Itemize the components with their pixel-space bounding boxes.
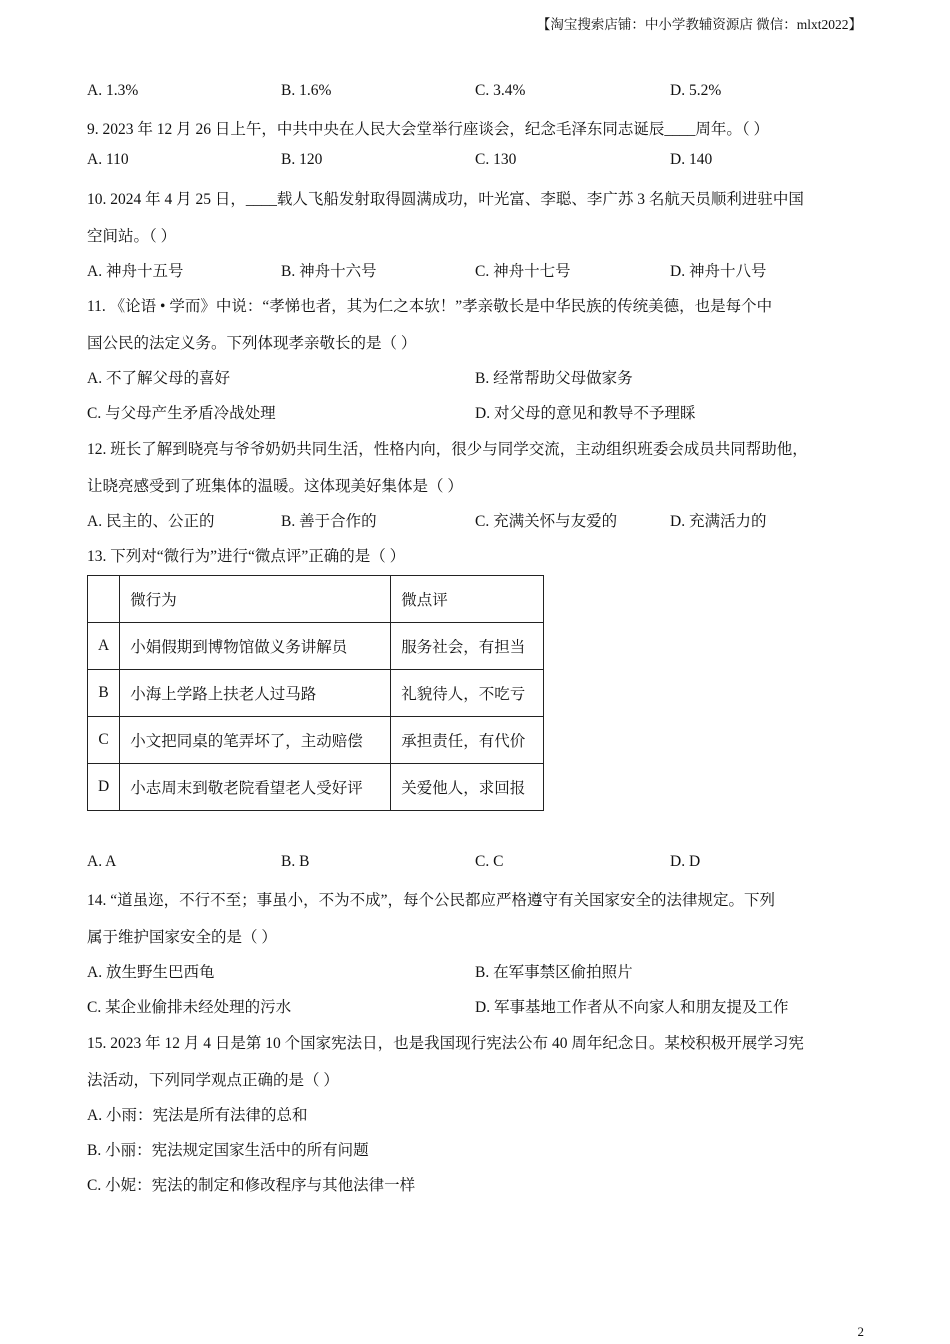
q14-stem-line2: 属于维护国家安全的是（ ） <box>87 929 277 946</box>
q11-stem-line2: 国公民的法定义务。下列体现孝亲敬长的是（ ） <box>87 335 417 352</box>
q12-options <box>87 509 887 529</box>
q13-table <box>87 575 544 811</box>
q12-option-a: A. 民主的、公正的 <box>87 513 215 530</box>
q9-option-a: A. 110 <box>87 151 129 168</box>
table-cell: 小志周末到敬老院看望老人受好评 <box>120 764 391 811</box>
table-row <box>88 717 544 764</box>
q14-options-row2 <box>87 995 887 1015</box>
q14-option-c: C. 某企业偷排未经处理的污水 <box>87 999 292 1016</box>
q14-option-a: A. 放生野生巴西龟 <box>87 964 215 981</box>
q15-option-c: C. 小妮：宪法的制定和修改程序与其他法律一样 <box>87 1177 416 1194</box>
table-header-row <box>88 576 544 623</box>
q15-stem-line1: 15. 2023 年 12 月 4 日是第 10 个国家宪法日，也是我国现行宪法公布 40 周年纪念日。某校积极开展学习宪 <box>87 1035 804 1052</box>
table-cell: 礼貌待人，不吃亏 <box>391 670 544 717</box>
q10-option-c: C. 神舟十七号 <box>475 263 571 280</box>
q12-stem-line2: 让晓亮感受到了班集体的温暖。这体现美好集体是（ ） <box>87 478 463 495</box>
table-cell: C <box>88 717 120 764</box>
q8-options <box>87 82 887 102</box>
q13-option-a: A. A <box>87 853 117 870</box>
q12-option-c: C. 充满关怀与友爱的 <box>475 513 618 530</box>
table-row <box>88 764 544 811</box>
table-cell: 小海上学路上扶老人过马路 <box>120 670 391 717</box>
q12-stem-line1: 12. 班长了解到晓亮与爷爷奶奶共同生活，性格内向，很少与同学交流，主动组织班委会成员共同帮助他， <box>87 441 808 458</box>
q9-stem: 9. 2023 年 12 月 26 日上午，中共中央在人民大会堂举行座谈会，纪念毛泽东同志诞辰____周年。（ ） <box>87 121 770 138</box>
q11-option-a: A. 不了解父母的喜好 <box>87 370 230 387</box>
q11-option-c: C. 与父母产生矛盾冷战处理 <box>87 405 276 422</box>
q15-option-a: A. 小雨：宪法是所有法律的总和 <box>87 1107 308 1124</box>
q9-option-b: B. 120 <box>281 151 323 168</box>
table-cell: A <box>88 623 120 670</box>
q13-stem: 13. 下列对“微行为”进行“微点评”正确的是（ ） <box>87 548 406 565</box>
q8-option-c: C. 3.4% <box>475 82 526 99</box>
q11-option-b: B. 经常帮助父母做家务 <box>475 370 633 387</box>
q11-stem-line1: 11. 《论语 • 学而》中说：“孝悌也者，其为仁之本欤！”孝亲敬长是中华民族的传统美德，也是每个中 <box>87 298 773 315</box>
header-watermark: 【淘宝搜索店铺：中小学教辅资源店 微信：mlxt2022】 <box>536 17 862 32</box>
q11-options-row2 <box>87 401 887 421</box>
q9-options <box>87 151 887 171</box>
q13-options <box>87 853 887 873</box>
q14-option-b: B. 在军事禁区偷拍照片 <box>475 964 633 981</box>
q9-option-c: C. 130 <box>475 151 517 168</box>
q9-option-d: D. 140 <box>670 151 713 168</box>
table-cell: B <box>88 670 120 717</box>
q12-option-b: B. 善于合作的 <box>281 513 377 530</box>
q14-stem-line1: 14. “道虽迩，不行不至；事虽小，不为不成”，每个公民都应严格遵守有关国家安全的法律规定。下列 <box>87 892 776 909</box>
q10-option-d: D. 神舟十八号 <box>670 263 767 280</box>
q8-option-b: B. 1.6% <box>281 82 332 99</box>
q10-options <box>87 259 887 279</box>
table-cell: 小娟假期到博物馆做义务讲解员 <box>120 623 391 670</box>
q10-stem-line2: 空间站。（ ） <box>87 228 177 245</box>
table-cell: 承担责任，有代价 <box>391 717 544 764</box>
table-header-cell <box>88 576 120 623</box>
q13-option-c: C. C <box>475 853 504 870</box>
q15-option-b: B. 小丽：宪法规定国家生活中的所有问题 <box>87 1142 369 1159</box>
q13-option-b: B. B <box>281 853 310 870</box>
table-header-cell: 微行为 <box>120 576 391 623</box>
page-number: 2 <box>857 1324 864 1339</box>
q14-option-d: D. 军事基地工作者从不向家人和朋友提及工作 <box>475 999 789 1016</box>
q12-option-d: D. 充满活力的 <box>670 513 767 530</box>
table-row <box>88 623 544 670</box>
table-cell: D <box>88 764 120 811</box>
table-header-cell: 微点评 <box>391 576 544 623</box>
q8-option-d: D. 5.2% <box>670 82 722 99</box>
q15-stem-line2: 法活动，下列同学观点正确的是（ ） <box>87 1072 339 1089</box>
table-cell: 关爱他人，求回报 <box>391 764 544 811</box>
q14-options-row1 <box>87 960 887 980</box>
q11-options-row1 <box>87 366 887 386</box>
q13-option-d: D. D <box>670 853 701 870</box>
q11-option-d: D. 对父母的意见和教导不予理睬 <box>475 405 696 422</box>
q10-option-b: B. 神舟十六号 <box>281 263 377 280</box>
table-cell: 小文把同桌的笔弄坏了，主动赔偿 <box>120 717 391 764</box>
table-row <box>88 670 544 717</box>
q10-option-a: A. 神舟十五号 <box>87 263 184 280</box>
q8-option-a: A. 1.3% <box>87 82 139 99</box>
q10-stem-line1: 10. 2024 年 4 月 25 日，____载人飞船发射取得圆满成功，叶光富、李聪、李广苏 3 名航天员顺利进驻中国 <box>87 191 804 208</box>
table-cell: 服务社会，有担当 <box>391 623 544 670</box>
